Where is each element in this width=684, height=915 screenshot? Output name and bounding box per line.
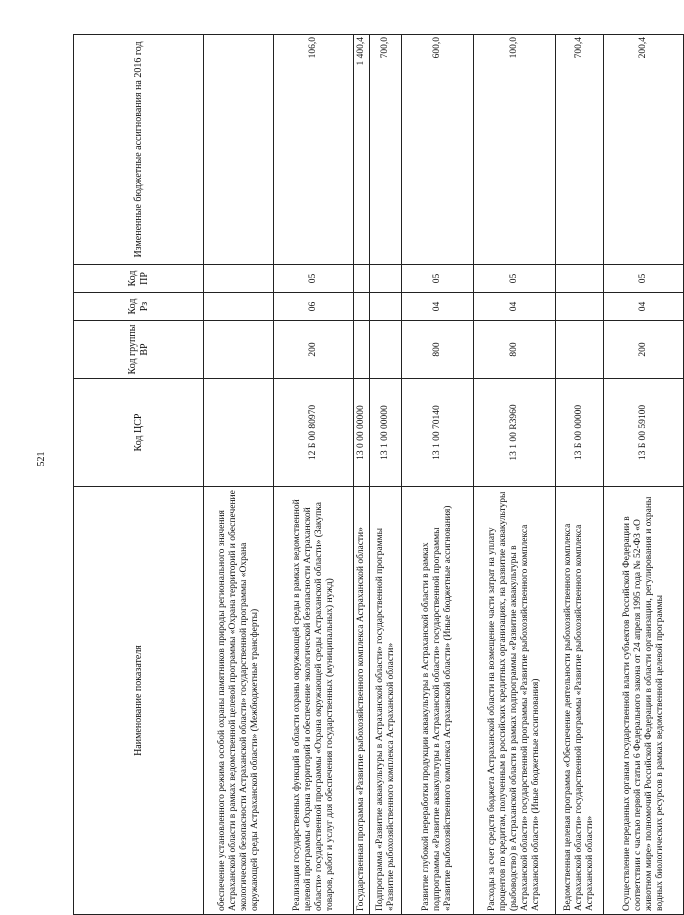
header-rz: Код Рз — [74, 293, 204, 321]
header-amount: Измененные бюджетные ассигнования на 2016 год — [74, 35, 204, 265]
cell-vr — [354, 321, 370, 379]
cell-vr: 200 — [604, 321, 684, 379]
cell-name: Реализация государственных функций в области охраны окружающей среды в рамках ведомственной целевой программы «Охрана территорий и обеспечение экологической безопасности Астраханской области» государственной программы «Охрана окружающей среды Астраханской области» (Закупка товаров, работ и услуг для обеспечения государственных (муниципальных) нужд) — [274, 487, 354, 915]
header-csr: Код ЦСР — [74, 379, 204, 487]
cell-vr: 800 — [402, 321, 474, 379]
header-pr: Код ПР — [74, 265, 204, 293]
cell-rz: 04 — [402, 293, 474, 321]
table-header-row — [74, 35, 204, 915]
cell-pr: 05 — [604, 265, 684, 293]
cell-rz: 04 — [604, 293, 684, 321]
cell-rz: 06 — [274, 293, 354, 321]
header-name: Наименование показателя — [74, 487, 204, 915]
cell-amount: 700,4 — [556, 35, 604, 265]
cell-pr — [204, 265, 274, 293]
cell-name: Развитие глубокой переработки продукции аквакультуры в Астраханской области в рамках подпрограммы «Развитие аквакультуры в Астраханской области» государственной программы «Развитие рыбохозяйственного комплекса Астраханской области» (Иные бюджетные ассигнования) — [402, 487, 474, 915]
cell-name: Ведомственная целевая программа «Обеспечение деятельности рыбохозяйственного комплекса Астраханской области» государственной программы «Развитие рыбохозяйственного комплекса Астраханской области» — [556, 487, 604, 915]
cell-amount: 600,0 — [402, 35, 474, 265]
cell-rz — [370, 293, 402, 321]
table-row — [370, 35, 402, 915]
budget-table — [73, 34, 684, 915]
cell-vr — [370, 321, 402, 379]
cell-pr — [370, 265, 402, 293]
cell-vr: 800 — [474, 321, 556, 379]
table-row — [474, 35, 556, 915]
table-row — [274, 35, 354, 915]
cell-pr — [556, 265, 604, 293]
cell-csr — [204, 379, 274, 487]
cell-vr — [556, 321, 604, 379]
cell-name: Государственная программа «Развитие рыбохозяйственного комплекса Астраханской области» — [354, 487, 370, 915]
cell-csr: 12 Б 00 80970 — [274, 379, 354, 487]
cell-vr: 200 — [274, 321, 354, 379]
rotated-page-content — [73, 35, 665, 915]
cell-csr: 13 1 00 00000 — [370, 379, 402, 487]
cell-pr: 05 — [402, 265, 474, 293]
cell-rz — [204, 293, 274, 321]
table-row — [402, 35, 474, 915]
cell-amount — [204, 35, 274, 265]
table-row — [604, 35, 684, 915]
cell-rz: 04 — [474, 293, 556, 321]
cell-amount: 700,0 — [370, 35, 402, 265]
cell-name: обеспечение установленного режима особой охраны памятников природы регионального значения Астраханской области в рамках ведомственной целевой программы «Охрана территорий и обеспечение экологической безопасности Астраханской области» государственной программы «Охрана окружающей среды Астраханской области» (Межбюджетные трансферты) — [204, 487, 274, 915]
cell-amount: 106,0 — [274, 35, 354, 265]
cell-csr: 13 Б 00 00000 — [556, 379, 604, 487]
table-row — [204, 35, 274, 915]
cell-csr: 13 Б 00 59100 — [604, 379, 684, 487]
header-vr: Код группы ВР — [74, 321, 204, 379]
page-number: 521 — [36, 451, 47, 467]
cell-rz — [354, 293, 370, 321]
cell-rz — [556, 293, 604, 321]
table-row — [354, 35, 370, 915]
cell-pr: 05 — [274, 265, 354, 293]
cell-pr: 05 — [474, 265, 556, 293]
cell-vr — [204, 321, 274, 379]
cell-pr — [354, 265, 370, 293]
cell-name: Расходы за счет средств бюджета Астраханской области на возмещение части затрат на уплату процентов по кредитам, полученным в российских кредитных организациях, на развитие аквакультуры (рыбоводство) в Астраханской области в рамках подпрограммы «Развитие аквакультуры в Астраханской области» государственной программы «Развитие рыбохозяйственного комплекса Астраханской области» (Иные бюджетные ассигнования) — [474, 487, 556, 915]
cell-csr: 13 0 00 00000 — [354, 379, 370, 487]
table-row — [556, 35, 604, 915]
cell-amount: 100,0 — [474, 35, 556, 265]
cell-name: Осуществление переданных органам государственной власти субъектов Российской Федерации в соответствии с частью первой статьи 6 Федерального закона от 24 апреля 1995 года № 52-ФЗ «О животном мире» полномочий Российской Федерации в области организации, регулирования и охраны водных биологических ресурсов в рамках ведомственной целевой программы — [604, 487, 684, 915]
cell-amount: 1 400,4 — [354, 35, 370, 265]
cell-csr: 13 1 00 R3960 — [474, 379, 556, 487]
cell-amount: 200,4 — [604, 35, 684, 265]
cell-name: Подпрограмма «Развитие аквакультуры в Астраханской области» государственной программы «Развитие рыбохозяйственного комплекса Астраханской области» — [370, 487, 402, 915]
cell-csr: 13 1 00 70140 — [402, 379, 474, 487]
